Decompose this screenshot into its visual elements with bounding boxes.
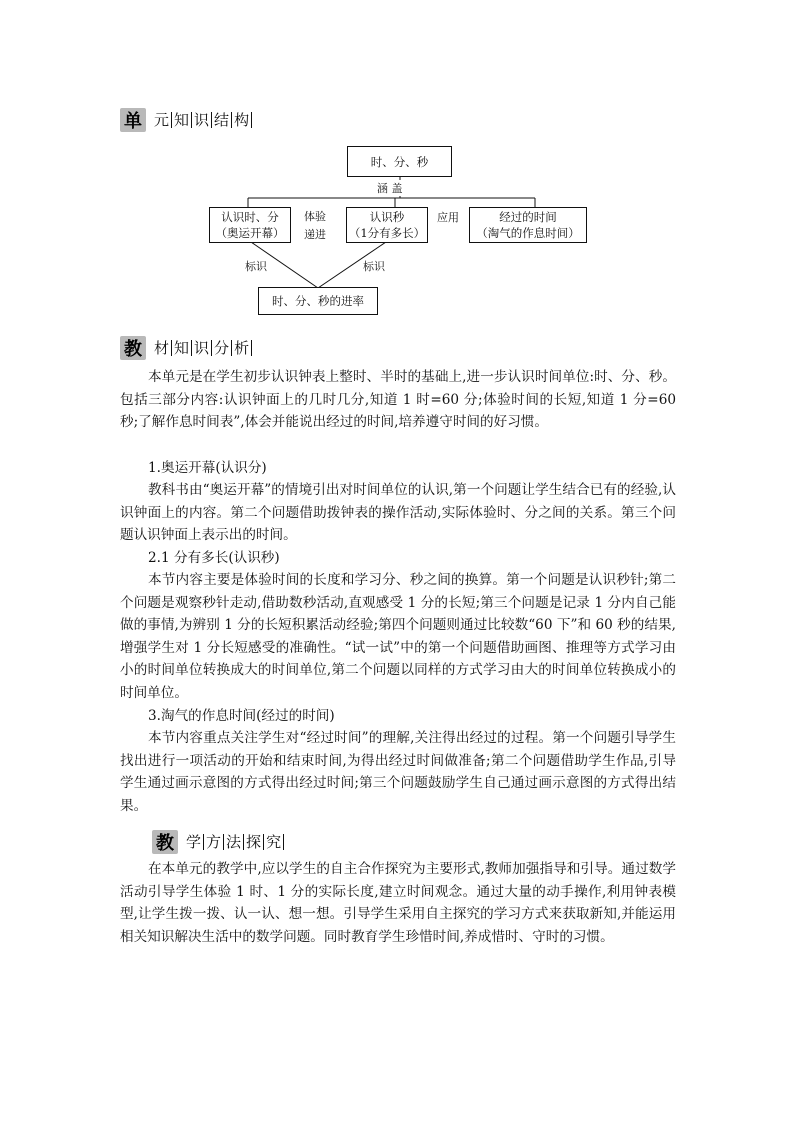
item1-paragraph: 教科书由“奥运开幕”的情境引出对时间单位的认识,第一个问题让学生结合已有的经验,认识钟面上的内容。第二个问题借助拨钟表的操作活动,实际体验时、分之间的关系。第三个问题认识钟面上表示出的时间。 xyxy=(120,482,676,543)
intro-paragraph: 本单元是在学生初步认识钟表上整时、半时的基础上,进一步认识时间单位:时、分、秒。包括三部分内容:认识钟面上的几时几分,知道 1 时=60 分;体验时间的长短,知道 1 分=60 秒;了解作息时间表”,体会并能说出经过的时间,培养遵守时间的好习惯。 xyxy=(120,369,676,430)
title-char: 识 xyxy=(192,112,212,128)
section-title xyxy=(184,834,284,850)
title-char: 元 xyxy=(152,112,172,128)
experience-label: 体验 xyxy=(304,210,326,223)
node-hms xyxy=(347,146,452,177)
title-char: 分 xyxy=(212,340,232,356)
title-char: 探 xyxy=(244,834,264,850)
knowledge-structure-diagram xyxy=(205,146,595,318)
section-heading-methods xyxy=(152,829,284,855)
item2-paragraph: 本节内容主要是体验时间的长度和学习分、秒之间的换算。第一个问题是认识秒针;第二个问题是观察秒针走动,借助数秒活动,直观感受 1 分的长短;第三个问题是记录 1 分内自己能做的事情,为辨别 1 分的长短积累活动经验;第四个问题则通过比较数“60 下”和 60 秒的结果,增强学生对 1 分长短感受的准确性。“试一试”中的第一个问题借助画图、推理等方式学习由小的时间单位转换成大的时间单位,第二个问题以同样的方式学习由大的时间单位转换成小的时间单位。 xyxy=(120,572,676,701)
item3-title: 3.淘气的作息时间(经过的时间) xyxy=(148,708,335,724)
title-char: 知 xyxy=(172,340,192,356)
title-char: 方 xyxy=(204,834,224,850)
node-elapsed-time xyxy=(469,207,587,243)
title-char: 构 xyxy=(232,112,252,128)
section-heading-structure xyxy=(120,107,252,133)
item2-title: 2.1 分有多长(认识秒) xyxy=(148,550,280,566)
node-know-hour-minute xyxy=(209,207,291,243)
mark-label-left: 标识 xyxy=(245,260,267,273)
node-label: 认识秒 xyxy=(369,210,405,224)
section-badge: 单 xyxy=(120,108,146,132)
title-char: 学 xyxy=(184,834,204,850)
node-know-second xyxy=(346,207,428,243)
item3-paragraph: 本节内容重点关注学生对“经过时间”的理解,关注得出经过的过程。第一个问题引导学生找出进行一项活动的开始和结束时间,为得出经过时间做准备;第二个问题借助学生作品,引导学生通过画示意图的方式得出经过时间;第三个问题鼓励学生自己通过画示意图的方式得出结果。 xyxy=(120,730,676,814)
section-title xyxy=(152,340,252,356)
title-char: 究 xyxy=(264,834,284,850)
covers-label: 涵 盖 xyxy=(374,180,406,196)
title-char: 知 xyxy=(172,112,192,128)
node-sublabel: （1分有多长） xyxy=(348,226,426,240)
node-sublabel: （奥运开幕） xyxy=(215,226,285,240)
section-title xyxy=(152,112,252,128)
section-heading-analysis xyxy=(120,335,252,361)
node-sublabel: （淘气的作息时间） xyxy=(476,226,580,240)
progress-label: 递进 xyxy=(304,228,326,241)
mark-label-right: 标识 xyxy=(363,260,385,273)
node-label: 经过的时间 xyxy=(499,210,557,224)
apply-label: 应用 xyxy=(437,211,459,224)
title-char: 法 xyxy=(224,834,244,850)
section-badge: 教 xyxy=(120,336,146,360)
title-char: 材 xyxy=(152,340,172,356)
title-char: 结 xyxy=(212,112,232,128)
section-badge: 教 xyxy=(152,830,178,854)
methods-paragraph: 在本单元的教学中,应以学生的自主合作探究为主要形式,教师加强指导和引导。通过数学活动引导学生体验 1 时、1 分的实际长度,建立时间观念。通过大量的动手操作,利用钟表模型,让学生拨一拨、认一认、想一想。引导学生采用自主探究的学习方式来获取新知,并能运用相关知识解决生活中的数学问题。同时教育学生珍惜时间,养成惜时、守时的习惯。 xyxy=(120,861,676,945)
title-char: 识 xyxy=(192,340,212,356)
title-char: 析 xyxy=(232,340,252,356)
node-label: 时、分、秒的进率 xyxy=(272,294,364,308)
node-label: 认识时、分 xyxy=(221,210,279,224)
node-unit-rates xyxy=(258,287,378,315)
item1-title: 1.奥运开幕(认识分) xyxy=(148,460,267,476)
node-label: 时、分、秒 xyxy=(370,154,429,169)
